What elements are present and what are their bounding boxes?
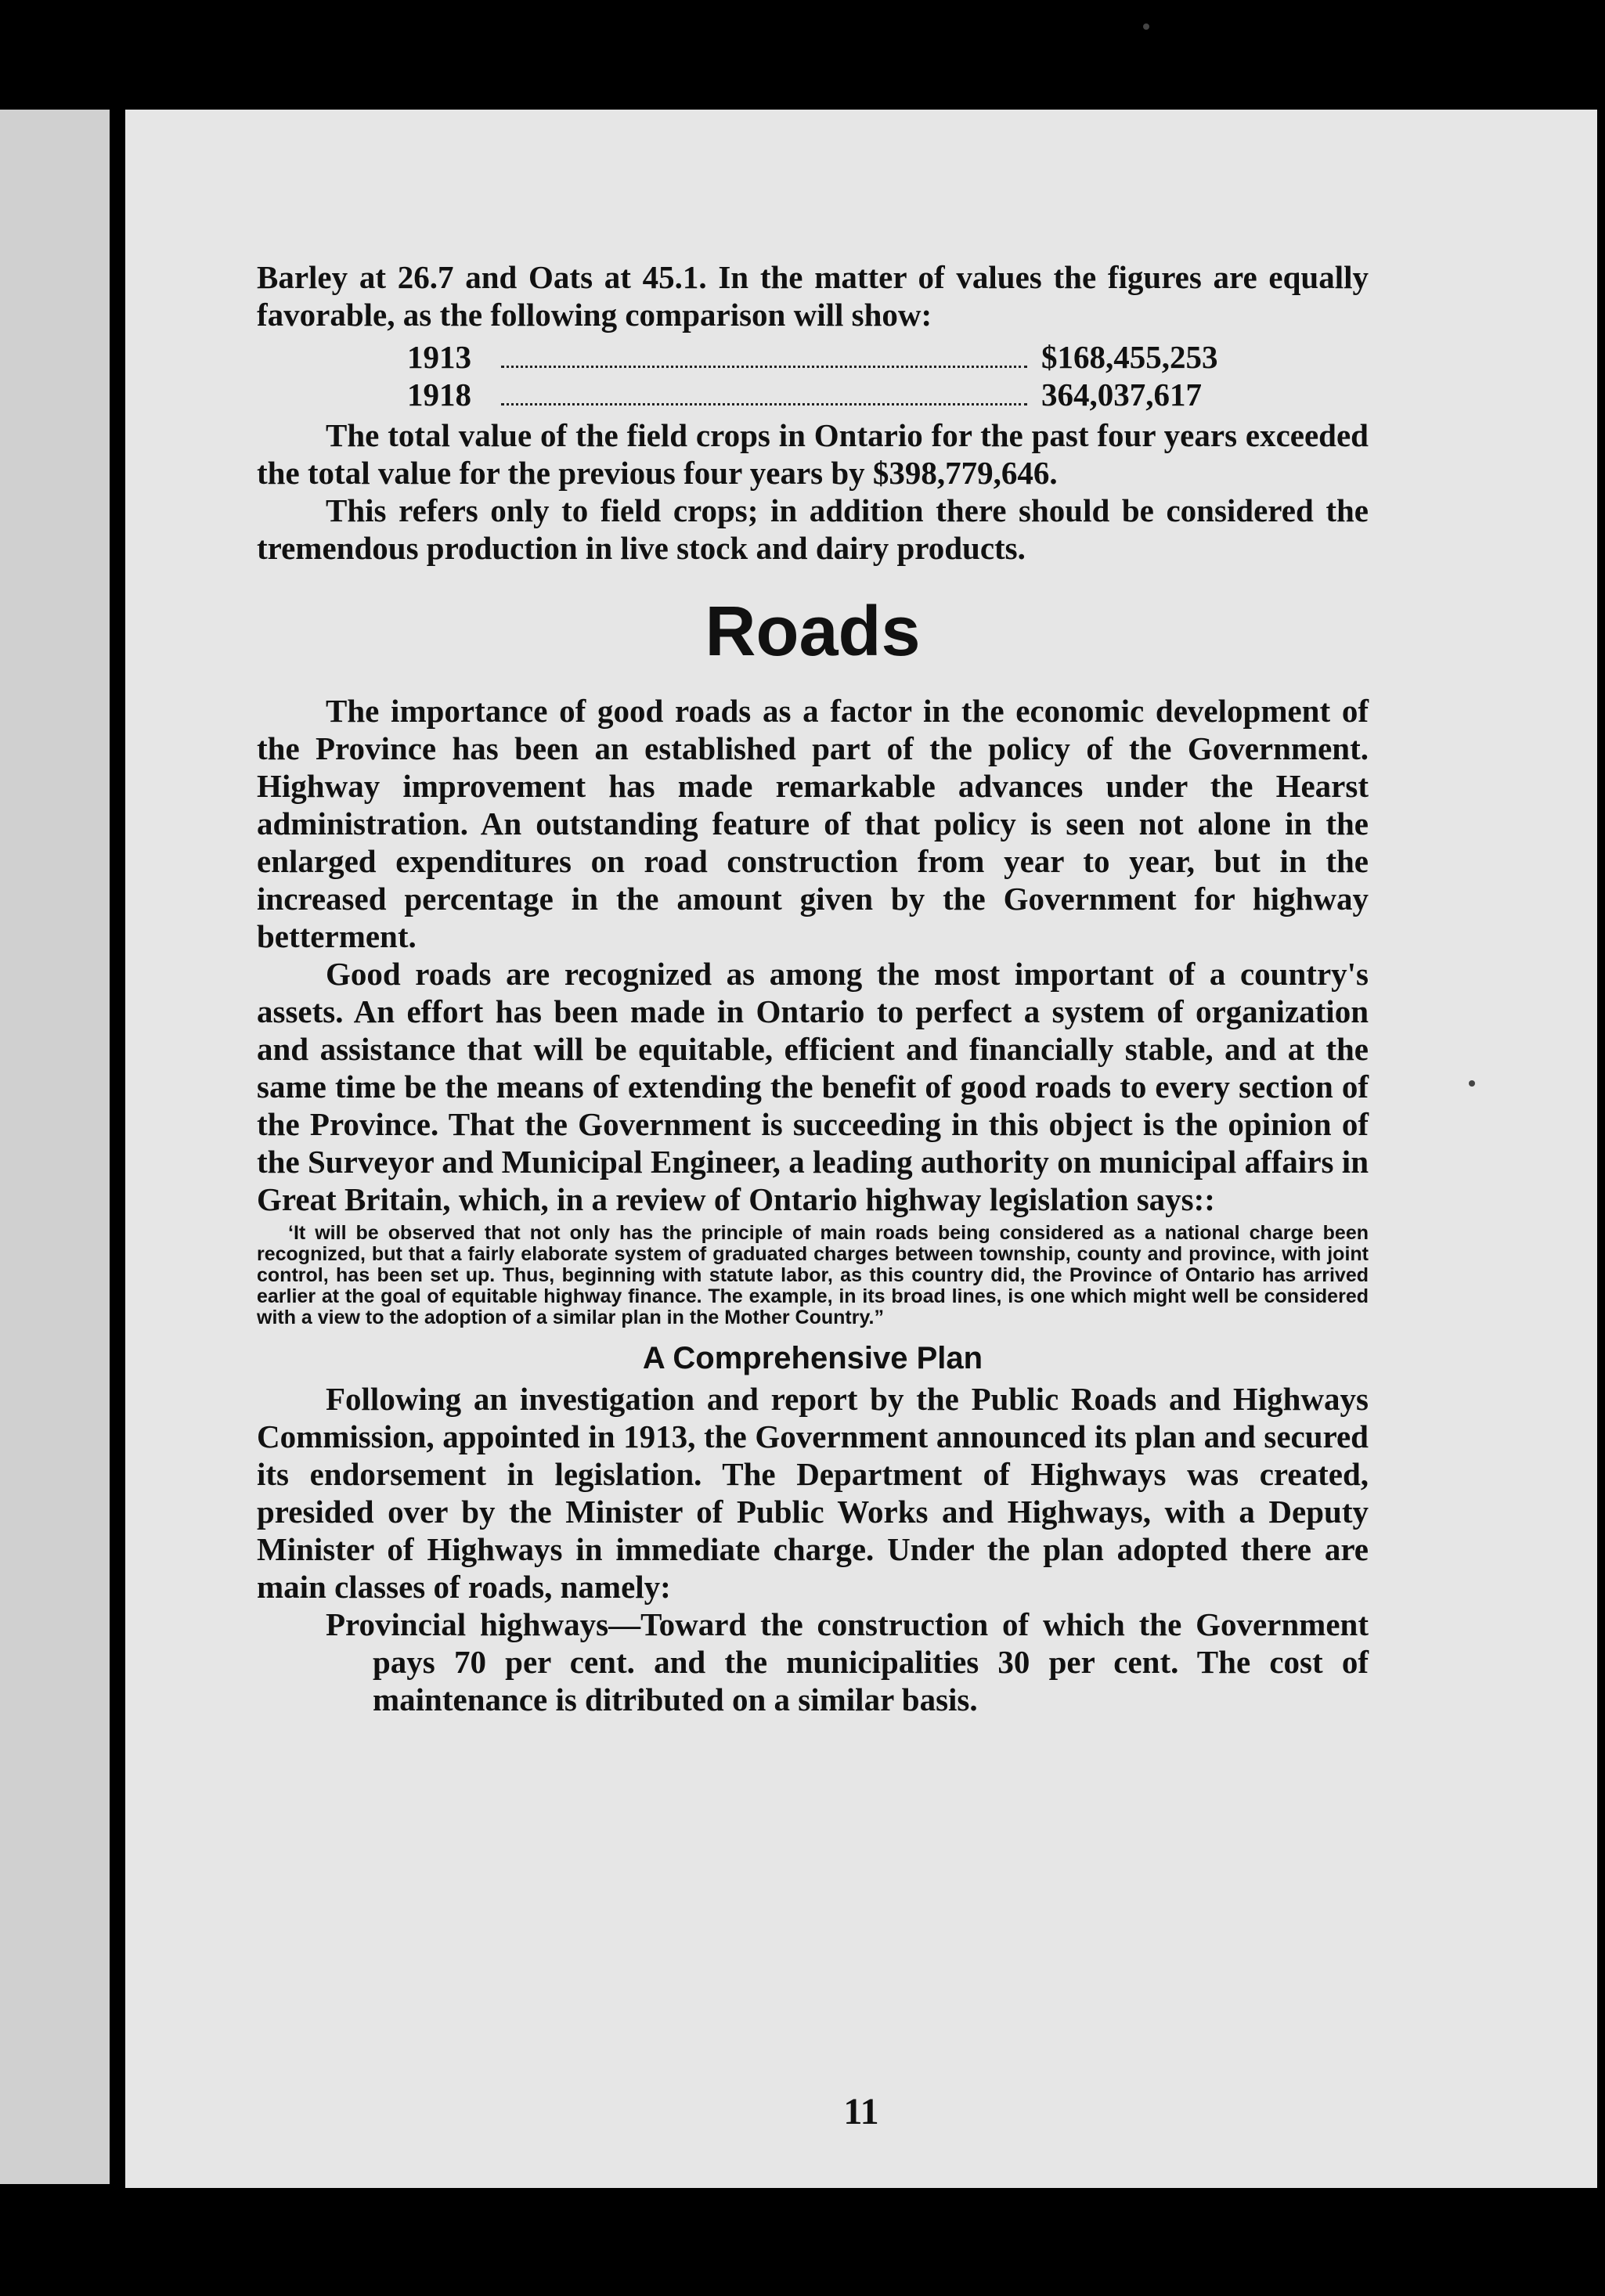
roads-heading: Roads bbox=[705, 593, 921, 671]
page-number: 11 bbox=[843, 2091, 879, 2132]
livestock-paragraph: This refers only to field crops; in addition there should be considered the tremendous production in live stock and dairy products. bbox=[257, 492, 1369, 566]
value-row bbox=[407, 338, 1268, 376]
dotted-leader bbox=[501, 365, 1027, 368]
value-year: 1913 bbox=[407, 339, 471, 375]
quotation: ‘It will be observed that not only has the principle of main roads being considered as a national charge been recognized, but that a fairly elaborate system of graduated charges between township, county and province, with joint control, has been set up. Thus, beginning with statute labor, as this country did, the Province of Ontario has arrived earlier at the goal of equitable highway finance. The example, in its broad lines, is one which might well be considered with a view to the adoption of a similar plan in the Mother Country.” bbox=[257, 1222, 1369, 1328]
plan-paragraph: Following an investigation and report by the Public Roads and Highways Commission, appointed in 1913, the Government announced its plan and secured its endorsement in legislation. The Department of Highways was created, presided over by the Minister of Public Works and Highways, with a Deputy Minister of Highways in immediate charge. Under the plan adopted there are main classes of roads, namely: bbox=[257, 1381, 1369, 1605]
value-amount: $168,455,253 bbox=[1041, 339, 1218, 375]
provincial-highways-term: Provincial highways bbox=[326, 1606, 609, 1642]
plan-heading: A Comprehensive Plan bbox=[642, 1341, 983, 1375]
intro-paragraph: Barley at 26.7 and Oats at 45.1. In the matter of values the figures are equally favorable, as the following comparison will show: bbox=[257, 259, 1369, 333]
page-body bbox=[257, 258, 1369, 1718]
print-speck bbox=[1469, 1080, 1475, 1087]
value-comparison bbox=[257, 338, 1369, 413]
roads-paragraph-2: Good roads are recognized as among the most important of a country's assets. An effort has been made in Ontario to perfect a system of organization and assistance that will be equitable, efficient and financially stable, and at the same time be the means of extending the benefit of good roads to every section of the Province. That the Government is succeeding in this object is the opinion of the Surveyor and Municipal Engineer, a leading authority on municipal affairs in Great Britain, which, in a review of Ontario highway legislation says:: bbox=[257, 956, 1369, 1217]
value-year: 1918 bbox=[407, 377, 471, 413]
dotted-leader bbox=[501, 402, 1027, 405]
value-amount: 364,037,617 bbox=[1041, 377, 1202, 413]
list-item bbox=[257, 1606, 1369, 1718]
value-row bbox=[407, 376, 1268, 413]
adjacent-page-edge bbox=[0, 110, 110, 2184]
field-crops-paragraph: The total value of the field crops in Ontario for the past four years exceeded the total value for the previous four years by $398,779,646. bbox=[257, 417, 1369, 491]
roads-paragraph-1: The importance of good roads as a factor in the economic development of the Province has been an established part of the policy of the Government. Highway improvement has made remarkable advances under the Hearst administration. An outstanding feature of that policy is seen not alone in the enlarged expenditures on road construction from year to year, but in the increased percentage in the amount given by the Government for highway betterment. bbox=[257, 693, 1369, 954]
print-speck bbox=[1143, 23, 1149, 30]
provincial-highways-text: —Toward the construction of which the Government pays 70 per cent. and the municipalities 30 per cent. The cost of maintenance is ditributed on a similar basis. bbox=[373, 1606, 1369, 1717]
